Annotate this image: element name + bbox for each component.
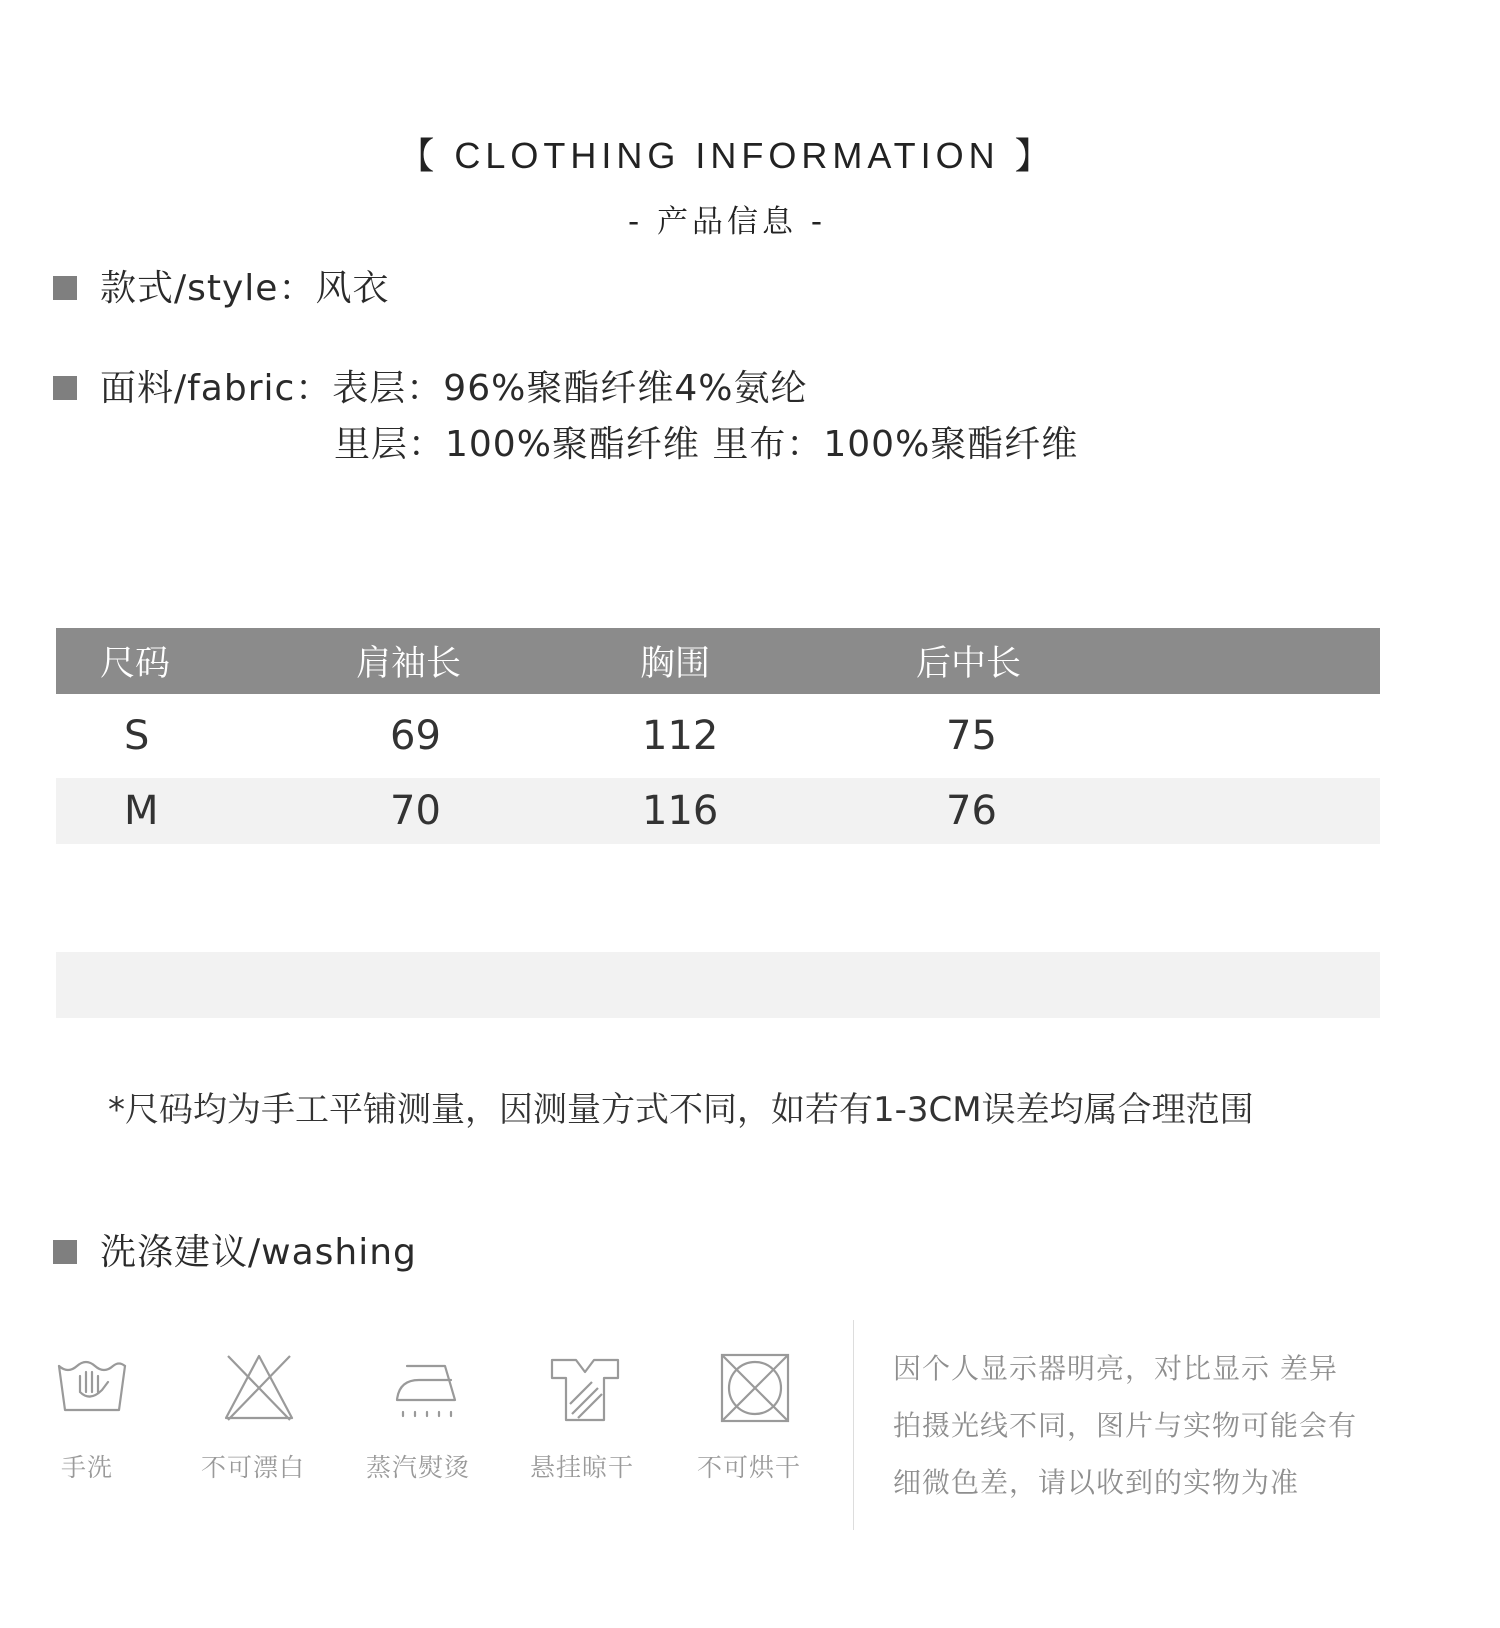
style-info: 款式/style：风衣 (100, 268, 390, 309)
bullet-square (53, 376, 77, 400)
table-row (56, 778, 1380, 844)
divider (853, 1320, 854, 1530)
bullet-square (53, 276, 77, 300)
hand-wash-label: 手洗 (61, 1453, 114, 1482)
cell-back-length: 76 (946, 788, 997, 834)
fabric-info-line-1: 面料/fabric：表层：96%聚酯纤维4%氨纶 (100, 368, 808, 409)
hang-dry-icon (548, 1352, 622, 1424)
cell-back-length: 75 (946, 713, 997, 759)
bullet-square (53, 1240, 77, 1264)
disclaimer-line-3: 细微色差，请以收到的实物为准 (893, 1466, 1300, 1499)
page-title: 【 CLOTHING INFORMATION 】 (398, 135, 1056, 176)
disclaimer-line-2: 拍摄光线不同，图片与实物可能会有 (893, 1409, 1358, 1442)
fabric-info-line-2: 里层：100%聚酯纤维 里布：100%聚酯纤维 (334, 424, 1079, 465)
header-sleeve-length: 肩袖长 (356, 644, 462, 684)
cell-sleeve-length: 70 (390, 788, 441, 834)
disclaimer-line-1: 因个人显示器明亮，对比显示 差异 (893, 1352, 1338, 1385)
cell-size: M (124, 788, 159, 834)
no-bleach-label: 不可漂白 (201, 1453, 306, 1482)
steam-iron-icon (393, 1352, 467, 1424)
hang-dry-label: 悬挂晾干 (530, 1453, 635, 1482)
table-row (56, 694, 1380, 778)
no-bleach-icon (222, 1352, 296, 1424)
washing-title: 洗涤建议/washing (100, 1232, 417, 1273)
no-tumble-dry-icon (718, 1352, 792, 1424)
hand-wash-icon (56, 1352, 130, 1424)
steam-iron-label: 蒸汽熨烫 (366, 1453, 471, 1482)
header-size: 尺码 (100, 644, 171, 684)
table-header-row (56, 628, 1380, 694)
page-subtitle: - 产品信息 - (627, 204, 827, 240)
cell-size: S (124, 713, 150, 759)
size-table (56, 628, 1380, 844)
cell-chest: 116 (642, 788, 719, 834)
cell-sleeve-length: 69 (390, 713, 441, 759)
header-chest: 胸围 (640, 644, 711, 684)
header-back-length: 后中长 (916, 644, 1022, 684)
cell-chest: 112 (642, 713, 719, 759)
no-tumble-dry-label: 不可烘干 (697, 1453, 802, 1482)
table-empty-row (56, 952, 1380, 1018)
measurement-note: *尺码均为手工平铺测量，因测量方式不同，如若有1-3CM误差均属合理范围 (108, 1090, 1254, 1130)
